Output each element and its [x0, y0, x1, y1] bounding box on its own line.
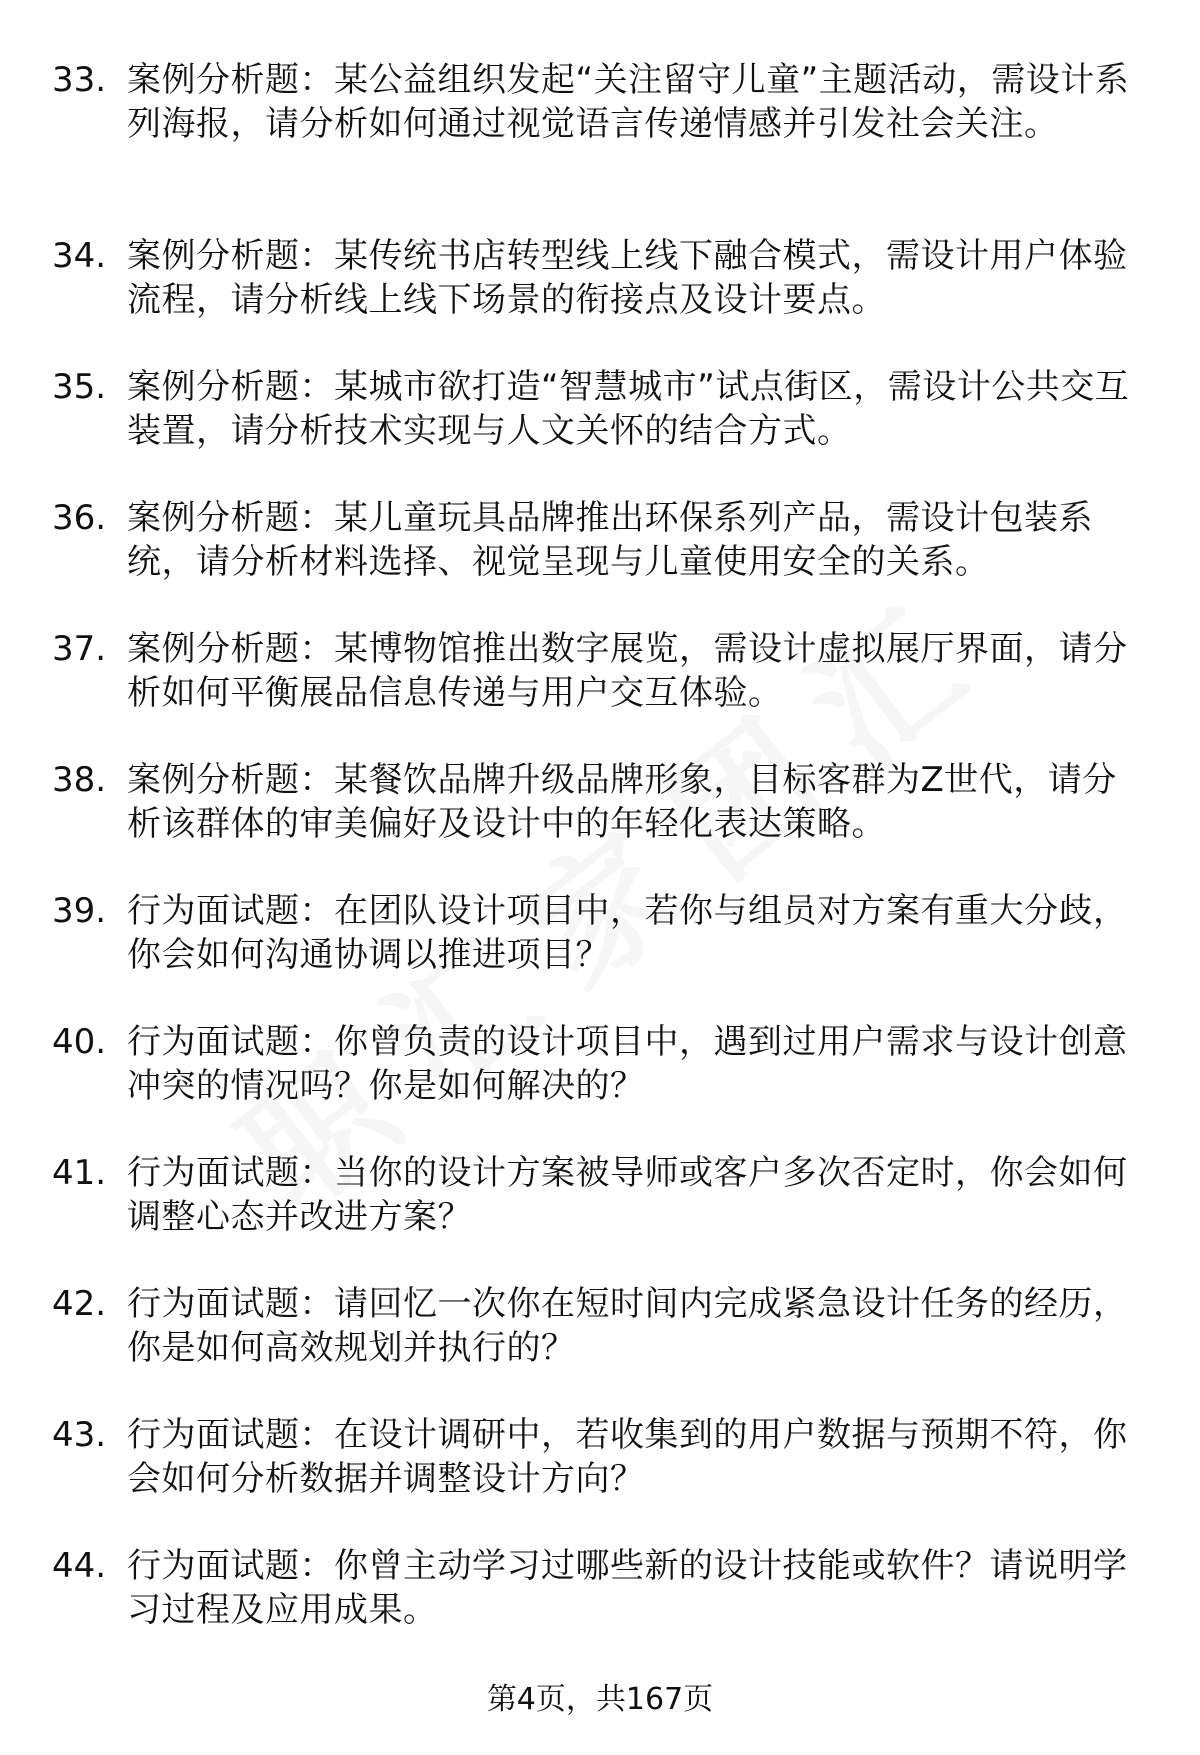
question-text: 案例分析题：某儿童玩具品牌推出环保系列产品，需设计包装系统，请分析材料选择、视觉呈现与儿童使用安全的关系。 [127, 498, 1093, 582]
question-number: 35. [52, 367, 107, 407]
question-item [0, 1020, 1200, 1151]
question-number: 41. [52, 1153, 107, 1193]
question-text: 案例分析题：某餐饮品牌升级品牌形象，目标客群为Z世代，请分析该群体的审美偏好及设计中的年轻化表达策略。 [127, 760, 1117, 844]
question-number: 36. [52, 498, 107, 538]
question-number: 44. [52, 1546, 107, 1586]
question-item [0, 496, 1200, 627]
question-item [0, 234, 1200, 365]
question-text: 案例分析题：某博物馆推出数字展览，需设计虚拟展厅界面，请分析如何平衡展品信息传递与用户交互体验。 [127, 629, 1128, 713]
question-number: 34. [52, 236, 107, 276]
question-number: 38. [52, 760, 107, 800]
question-text: 行为面试题：在团队设计项目中，若你与组员对方案有重大分歧，你会如何沟通协调以推进项目？ [127, 891, 1128, 975]
question-item [0, 58, 1200, 234]
question-text: 行为面试题：在设计调研中，若收集到的用户数据与预期不符，你会如何分析数据并调整设计方向？ [127, 1415, 1128, 1499]
question-item [0, 758, 1200, 889]
question-list [0, 58, 1200, 1675]
question-text: 行为面试题：你曾主动学习过哪些新的设计技能或软件？请说明学习过程及应用成果。 [127, 1546, 1128, 1630]
question-text: 案例分析题：某公益组织发起“关注留守儿童”主题活动，需设计系列海报，请分析如何通过视觉语言传递情感并引发社会关注。 [127, 60, 1130, 144]
question-item [0, 1151, 1200, 1282]
question-text: 案例分析题：某城市欲打造“智慧城市”试点街区，需设计公共交互装置，请分析技术实现与人文关怀的结合方式。 [127, 367, 1130, 451]
question-text: 行为面试题：当你的设计方案被导师或客户多次否定时，你会如何调整心态并改进方案？ [127, 1153, 1128, 1237]
page-footer: 第4页，共167页 [486, 1682, 714, 1717]
question-item [0, 365, 1200, 496]
question-number: 33. [52, 60, 107, 100]
question-number: 43. [52, 1415, 107, 1455]
question-item [0, 1282, 1200, 1413]
question-item [0, 1413, 1200, 1544]
question-number: 40. [52, 1022, 107, 1062]
question-text: 案例分析题：某传统书店转型线上线下融合模式，需设计用户体验流程，请分析线上线下场景的衔接点及设计要点。 [127, 236, 1128, 320]
question-text: 行为面试题：请回忆一次你在短时间内完成紧急设计任务的经历，你是如何高效规划并执行的？ [127, 1284, 1128, 1368]
question-item [0, 1544, 1200, 1675]
question-item [0, 889, 1200, 1020]
question-item [0, 627, 1200, 758]
question-number: 42. [52, 1284, 107, 1324]
question-text: 行为面试题：你曾负责的设计项目中，遇到过用户需求与设计创意冲突的情况吗？你是如何解决的？ [127, 1022, 1128, 1106]
question-number: 39. [52, 891, 107, 931]
question-number: 37. [52, 629, 107, 669]
